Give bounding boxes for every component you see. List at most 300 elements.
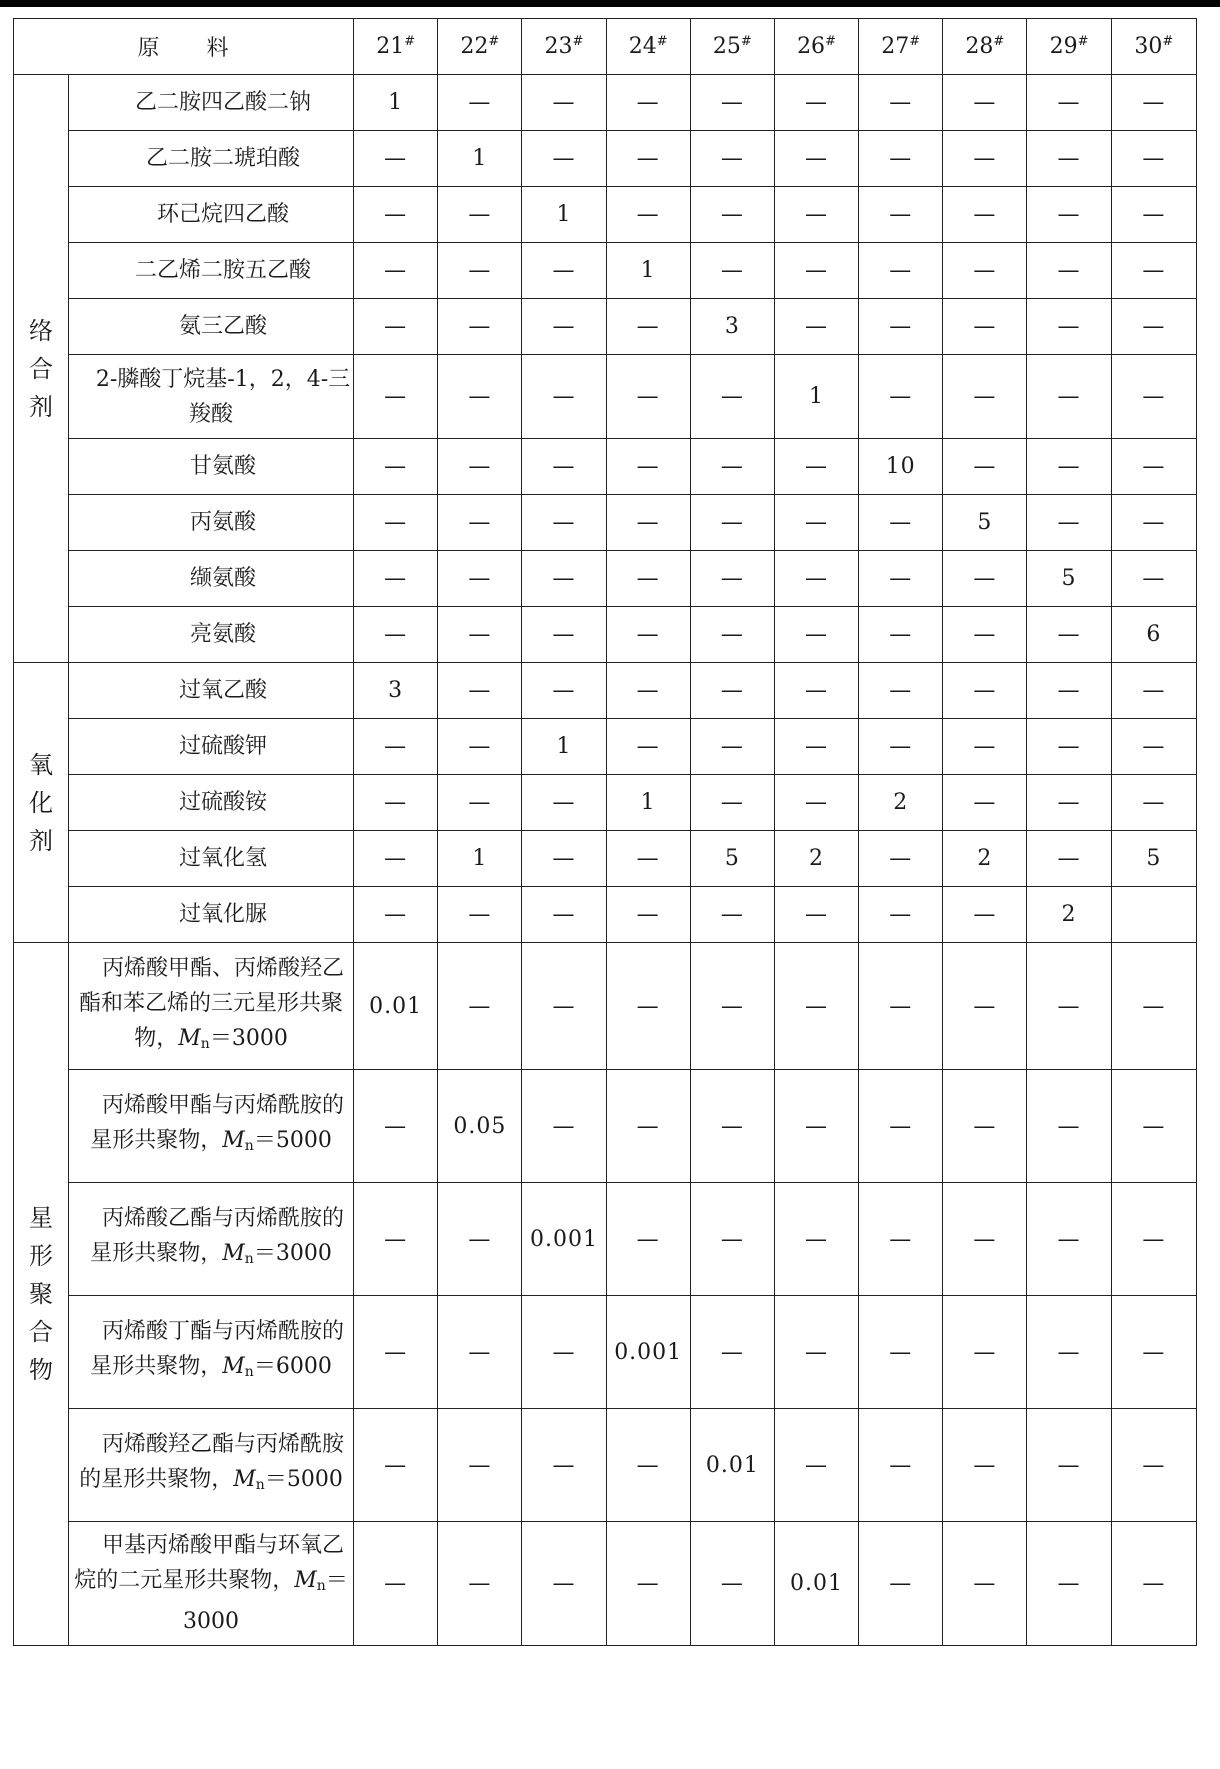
value-cell: — (859, 355, 943, 439)
material-name (68, 243, 353, 299)
value-cell: — (774, 775, 858, 831)
value-cell: — (690, 131, 774, 187)
value-cell: — (438, 607, 522, 663)
top-rule (0, 0, 1220, 7)
value-cell: 0.001 (606, 1296, 690, 1409)
value-cell: — (522, 775, 606, 831)
table-row (14, 1409, 1197, 1522)
value-cell: — (606, 439, 690, 495)
table-row (14, 243, 1197, 299)
value-cell: — (522, 243, 606, 299)
value-cell: — (943, 131, 1027, 187)
table-row (14, 187, 1197, 243)
value-cell: — (522, 1409, 606, 1522)
value-cell: — (606, 551, 690, 607)
material-name-text: 乙二胺二琥珀酸 (146, 146, 301, 171)
value-cell: — (943, 1409, 1027, 1522)
value-cell: — (774, 439, 858, 495)
value-cell: — (1027, 775, 1111, 831)
value-cell: 0.001 (522, 1183, 606, 1296)
value-cell: — (354, 1296, 438, 1409)
material-name-text: 过氧化脲 (179, 902, 268, 927)
material-name (68, 495, 353, 551)
group-label-char: 合 (28, 354, 53, 383)
value-cell: 1 (438, 831, 522, 887)
group-label (14, 663, 69, 943)
material-name (68, 1296, 353, 1409)
value-cell: — (354, 439, 438, 495)
column-mark: # (1162, 34, 1174, 49)
value-cell: — (690, 187, 774, 243)
column-header-9 (1027, 19, 1111, 75)
column-header-7 (859, 19, 943, 75)
value-cell: — (690, 355, 774, 439)
group-label-char: 剂 (28, 826, 53, 855)
material-name (68, 439, 353, 495)
value-cell: — (522, 439, 606, 495)
group-label (14, 75, 69, 663)
value-cell: — (354, 1070, 438, 1183)
value-cell: — (774, 551, 858, 607)
group-label-char: 合 (28, 1318, 53, 1346)
material-name-text: 丙烯酸丁酯与丙烯酰胺的星形共聚物， (90, 1319, 345, 1379)
value-cell: — (690, 1070, 774, 1183)
value-cell: — (522, 299, 606, 355)
molecular-weight-value: 5000 (286, 1467, 343, 1492)
value-cell: — (522, 355, 606, 439)
value-cell: — (354, 495, 438, 551)
material-name-text: 丙烯酸甲酯、丙烯酸羟乙酯和苯乙烯的三元星形共聚物， (79, 955, 345, 1051)
value-cell: — (859, 831, 943, 887)
value-cell: — (1027, 1409, 1111, 1522)
material-name-text: 氨三乙酸 (179, 314, 268, 339)
table-row (14, 1070, 1197, 1183)
material-name (68, 1409, 353, 1522)
table-row (14, 299, 1197, 355)
value-cell: — (606, 75, 690, 131)
value-cell: — (438, 551, 522, 607)
material-name-text: 2-膦酸丁烷基-1，2，4-三羧酸 (95, 366, 351, 427)
column-mark: # (993, 34, 1005, 49)
value-cell: — (1111, 551, 1196, 607)
value-cell: — (606, 943, 690, 1070)
table-row (14, 131, 1197, 187)
column-number: 27 (881, 34, 910, 59)
value-cell: — (774, 299, 858, 355)
value-cell: — (1027, 663, 1111, 719)
material-name (68, 663, 353, 719)
value-cell: — (1111, 663, 1196, 719)
table-row (14, 831, 1197, 887)
value-cell: — (1027, 1296, 1111, 1409)
value-cell: — (943, 1070, 1027, 1183)
value-cell: — (438, 719, 522, 775)
value-cell: — (774, 75, 858, 131)
value-cell: 1 (606, 775, 690, 831)
value-cell: — (522, 607, 606, 663)
material-name-text: 环己烷四乙酸 (157, 202, 290, 227)
value-cell: — (859, 131, 943, 187)
molecular-weight: $M_n=3000$ (222, 1241, 332, 1267)
molecular-weight: $M_n=6000$ (222, 1354, 332, 1380)
material-name (68, 299, 353, 355)
group-label-text (28, 1199, 54, 1389)
value-cell: 6 (1111, 607, 1196, 663)
value-cell: — (354, 299, 438, 355)
value-cell: — (1027, 243, 1111, 299)
table-row (14, 551, 1197, 607)
material-name (68, 131, 353, 187)
material-name (68, 355, 353, 439)
value-cell: — (859, 943, 943, 1070)
value-cell: — (606, 1070, 690, 1183)
group-label-char: 星 (28, 1204, 53, 1232)
molecular-weight-value: 3000 (183, 1609, 240, 1634)
material-name (68, 1183, 353, 1296)
column-header-5 (690, 19, 774, 75)
value-cell: — (522, 831, 606, 887)
value-cell: — (354, 719, 438, 775)
value-cell: — (1111, 775, 1196, 831)
material-name-text: 过硫酸铵 (179, 790, 268, 815)
column-header-6 (774, 19, 858, 75)
value-cell: — (522, 495, 606, 551)
value-cell: — (606, 887, 690, 943)
value-cell: — (438, 775, 522, 831)
value-cell: — (774, 1296, 858, 1409)
value-cell: — (606, 131, 690, 187)
value-cell: — (438, 439, 522, 495)
column-mark: # (909, 34, 921, 49)
column-mark: # (404, 34, 416, 49)
group-label-char: 聚 (28, 1280, 53, 1308)
value-cell: 1 (522, 719, 606, 775)
value-cell: 2 (943, 831, 1027, 887)
value-cell: — (438, 663, 522, 719)
value-cell: — (943, 663, 1027, 719)
value-cell: — (606, 719, 690, 775)
table-row (14, 439, 1197, 495)
column-number: 29 (1049, 34, 1078, 59)
group-label-char: 络 (28, 316, 53, 345)
column-mark: # (488, 34, 500, 49)
material-name (68, 775, 353, 831)
value-cell: — (606, 355, 690, 439)
value-cell: — (522, 663, 606, 719)
column-number: 23 (544, 34, 573, 59)
value-cell: — (690, 1522, 774, 1646)
value-cell: 0.01 (354, 943, 438, 1070)
column-number: 22 (460, 34, 489, 59)
value-cell: — (522, 131, 606, 187)
value-cell: — (1027, 299, 1111, 355)
group-label-char: 形 (28, 1242, 53, 1270)
value-cell: — (1111, 943, 1196, 1070)
value-cell: — (1111, 1296, 1196, 1409)
value-cell: — (774, 887, 858, 943)
value-cell: — (438, 299, 522, 355)
value-cell: — (943, 187, 1027, 243)
value-cell: — (774, 1409, 858, 1522)
column-number: 24 (628, 34, 657, 59)
material-name (68, 187, 353, 243)
value-cell: — (1111, 1183, 1196, 1296)
value-cell: — (1111, 187, 1196, 243)
value-cell: — (522, 75, 606, 131)
value-cell: — (1027, 943, 1111, 1070)
value-cell: — (690, 943, 774, 1070)
value-cell: — (354, 775, 438, 831)
value-cell: — (943, 887, 1027, 943)
value-cell: — (438, 943, 522, 1070)
column-header-2 (438, 19, 522, 75)
value-cell: — (859, 607, 943, 663)
material-name-text: 缬氨酸 (190, 566, 257, 591)
value-cell: 5 (1111, 831, 1196, 887)
value-cell: — (1111, 1409, 1196, 1522)
value-cell: — (859, 1409, 943, 1522)
value-cell: 10 (859, 439, 943, 495)
value-cell: — (690, 887, 774, 943)
table-row (14, 1296, 1197, 1409)
material-name-text: 过氧化氢 (179, 846, 268, 871)
value-cell: — (1027, 719, 1111, 775)
table-row (14, 1183, 1197, 1296)
material-name (68, 1070, 353, 1183)
value-cell: — (774, 187, 858, 243)
value-cell: — (859, 1296, 943, 1409)
value-cell: — (690, 439, 774, 495)
value-cell: — (438, 1296, 522, 1409)
material-name (68, 551, 353, 607)
value-cell: — (859, 299, 943, 355)
value-cell: 1 (438, 131, 522, 187)
value-cell: 5 (1027, 551, 1111, 607)
value-cell: — (859, 1183, 943, 1296)
value-cell: 0.01 (774, 1522, 858, 1646)
value-cell: — (354, 887, 438, 943)
group-label-char: 物 (28, 1356, 53, 1384)
value-cell: — (690, 243, 774, 299)
column-mark: # (656, 34, 668, 49)
value-cell: — (354, 355, 438, 439)
value-cell: — (943, 551, 1027, 607)
value-cell: — (522, 1296, 606, 1409)
column-number: 26 (797, 34, 826, 59)
material-name-text: 丙烯酸羟乙酯与丙烯酰胺的星形共聚物， (79, 1432, 345, 1492)
value-cell: — (690, 607, 774, 663)
value-cell: — (774, 607, 858, 663)
material-name (68, 831, 353, 887)
value-cell: — (1027, 831, 1111, 887)
value-cell: — (438, 1409, 522, 1522)
value-cell: 2 (774, 831, 858, 887)
value-cell: 2 (1027, 887, 1111, 943)
column-header-10 (1111, 19, 1196, 75)
value-cell: — (859, 1070, 943, 1183)
value-cell: — (1111, 439, 1196, 495)
value-cell: — (690, 663, 774, 719)
molecular-weight-value: 3000 (275, 1241, 332, 1266)
table-row (14, 719, 1197, 775)
group-label-char: 化 (28, 788, 53, 817)
molecular-weight: $M_n=5000$ (222, 1128, 332, 1154)
value-cell: — (1111, 299, 1196, 355)
value-cell: — (438, 495, 522, 551)
group-label-char: 剂 (28, 392, 53, 421)
value-cell: — (690, 495, 774, 551)
table-row (14, 663, 1197, 719)
table-row (14, 943, 1197, 1070)
molecular-weight: $M_n=3000$ (183, 1568, 348, 1634)
value-cell: — (943, 719, 1027, 775)
value-cell: — (859, 663, 943, 719)
material-name (68, 75, 353, 131)
value-cell: — (1027, 1522, 1111, 1646)
table-row (14, 775, 1197, 831)
value-cell: — (1111, 355, 1196, 439)
value-cell: — (1027, 1070, 1111, 1183)
material-name-text: 二乙烯二胺五乙酸 (135, 258, 312, 283)
value-cell: — (1027, 75, 1111, 131)
value-cell: — (1027, 439, 1111, 495)
value-cell: — (1027, 607, 1111, 663)
material-header: 原 料 (14, 19, 354, 75)
value-cell: — (354, 1183, 438, 1296)
table-row (14, 607, 1197, 663)
value-cell: — (859, 551, 943, 607)
molecular-weight-value: 3000 (231, 1025, 288, 1051)
value-cell: — (438, 1183, 522, 1296)
value-cell: — (690, 719, 774, 775)
table-row (14, 355, 1197, 439)
value-cell: 1 (522, 187, 606, 243)
value-cell: — (606, 607, 690, 663)
value-cell: — (859, 75, 943, 131)
value-cell: — (1111, 243, 1196, 299)
value-cell: — (1111, 719, 1196, 775)
molecular-weight-value: 5000 (275, 1128, 332, 1153)
group-label-text (28, 746, 54, 860)
value-cell: — (1027, 1183, 1111, 1296)
value-cell: 1 (354, 75, 438, 131)
value-cell: 1 (606, 243, 690, 299)
material-name (68, 719, 353, 775)
table-row (14, 495, 1197, 551)
value-cell: — (606, 1522, 690, 1646)
value-cell: — (690, 1296, 774, 1409)
value-cell: — (522, 887, 606, 943)
value-cell: 5 (943, 495, 1027, 551)
table-row (14, 75, 1197, 131)
value-cell: — (1111, 131, 1196, 187)
value-cell: — (522, 1070, 606, 1183)
value-cell: — (438, 243, 522, 299)
group-label (14, 943, 69, 1646)
value-cell: — (1111, 1522, 1196, 1646)
material-name (68, 1522, 353, 1646)
value-cell: — (690, 775, 774, 831)
column-mark: # (1077, 34, 1089, 49)
column-mark: # (572, 34, 584, 49)
column-header-8 (943, 19, 1027, 75)
value-cell: — (354, 1409, 438, 1522)
molecular-weight: $M_n=3000$ (178, 1025, 288, 1052)
value-cell: — (859, 243, 943, 299)
value-cell: — (606, 1409, 690, 1522)
value-cell: — (943, 1296, 1027, 1409)
value-cell: — (354, 243, 438, 299)
group-label-text (28, 312, 54, 426)
column-mark: # (825, 34, 836, 49)
value-cell: — (606, 831, 690, 887)
value-cell: 0.01 (690, 1409, 774, 1522)
molecular-weight: $M_n=5000$ (233, 1467, 343, 1493)
material-name-text: 亮氨酸 (190, 622, 257, 647)
value-cell: — (606, 1183, 690, 1296)
value-cell: — (774, 495, 858, 551)
value-cell: — (1027, 187, 1111, 243)
header-row (14, 19, 1197, 75)
value-cell: — (859, 719, 943, 775)
value-cell: — (943, 1183, 1027, 1296)
formulation-table (13, 18, 1197, 1646)
material-name-text: 过氧乙酸 (179, 678, 268, 703)
material-name-text: 丙烯酸乙酯与丙烯酰胺的星形共聚物， (90, 1206, 345, 1266)
table-row (14, 887, 1197, 943)
material-name (68, 607, 353, 663)
value-cell: — (943, 439, 1027, 495)
value-cell: — (606, 187, 690, 243)
value-cell: 3 (354, 663, 438, 719)
value-cell: — (606, 299, 690, 355)
material-name (68, 943, 353, 1070)
value-cell: — (943, 775, 1027, 831)
value-cell: — (690, 75, 774, 131)
column-number: 21 (376, 34, 405, 59)
column-number: 28 (965, 34, 994, 59)
material-name (68, 887, 353, 943)
molecular-weight-value: 6000 (275, 1354, 332, 1379)
value-cell: — (1027, 131, 1111, 187)
value-cell: — (774, 131, 858, 187)
value-cell (1111, 887, 1196, 943)
value-cell: — (943, 299, 1027, 355)
value-cell: — (859, 1522, 943, 1646)
value-cell: — (354, 1522, 438, 1646)
value-cell: — (943, 607, 1027, 663)
value-cell: — (354, 131, 438, 187)
column-number: 30 (1134, 34, 1163, 59)
material-name-text: 甘氨酸 (190, 454, 257, 479)
column-header-4 (606, 19, 690, 75)
value-cell: 0.05 (438, 1070, 522, 1183)
value-cell: — (774, 243, 858, 299)
value-cell: — (522, 1522, 606, 1646)
value-cell: — (438, 355, 522, 439)
value-cell: — (1111, 1070, 1196, 1183)
column-mark: # (740, 34, 752, 49)
value-cell: 2 (859, 775, 943, 831)
value-cell: — (943, 75, 1027, 131)
column-number: 25 (712, 34, 741, 59)
value-cell: — (1111, 495, 1196, 551)
group-label-char: 氧 (28, 750, 53, 779)
value-cell: — (354, 607, 438, 663)
value-cell: — (774, 1183, 858, 1296)
column-header-3 (522, 19, 606, 75)
value-cell: — (354, 551, 438, 607)
